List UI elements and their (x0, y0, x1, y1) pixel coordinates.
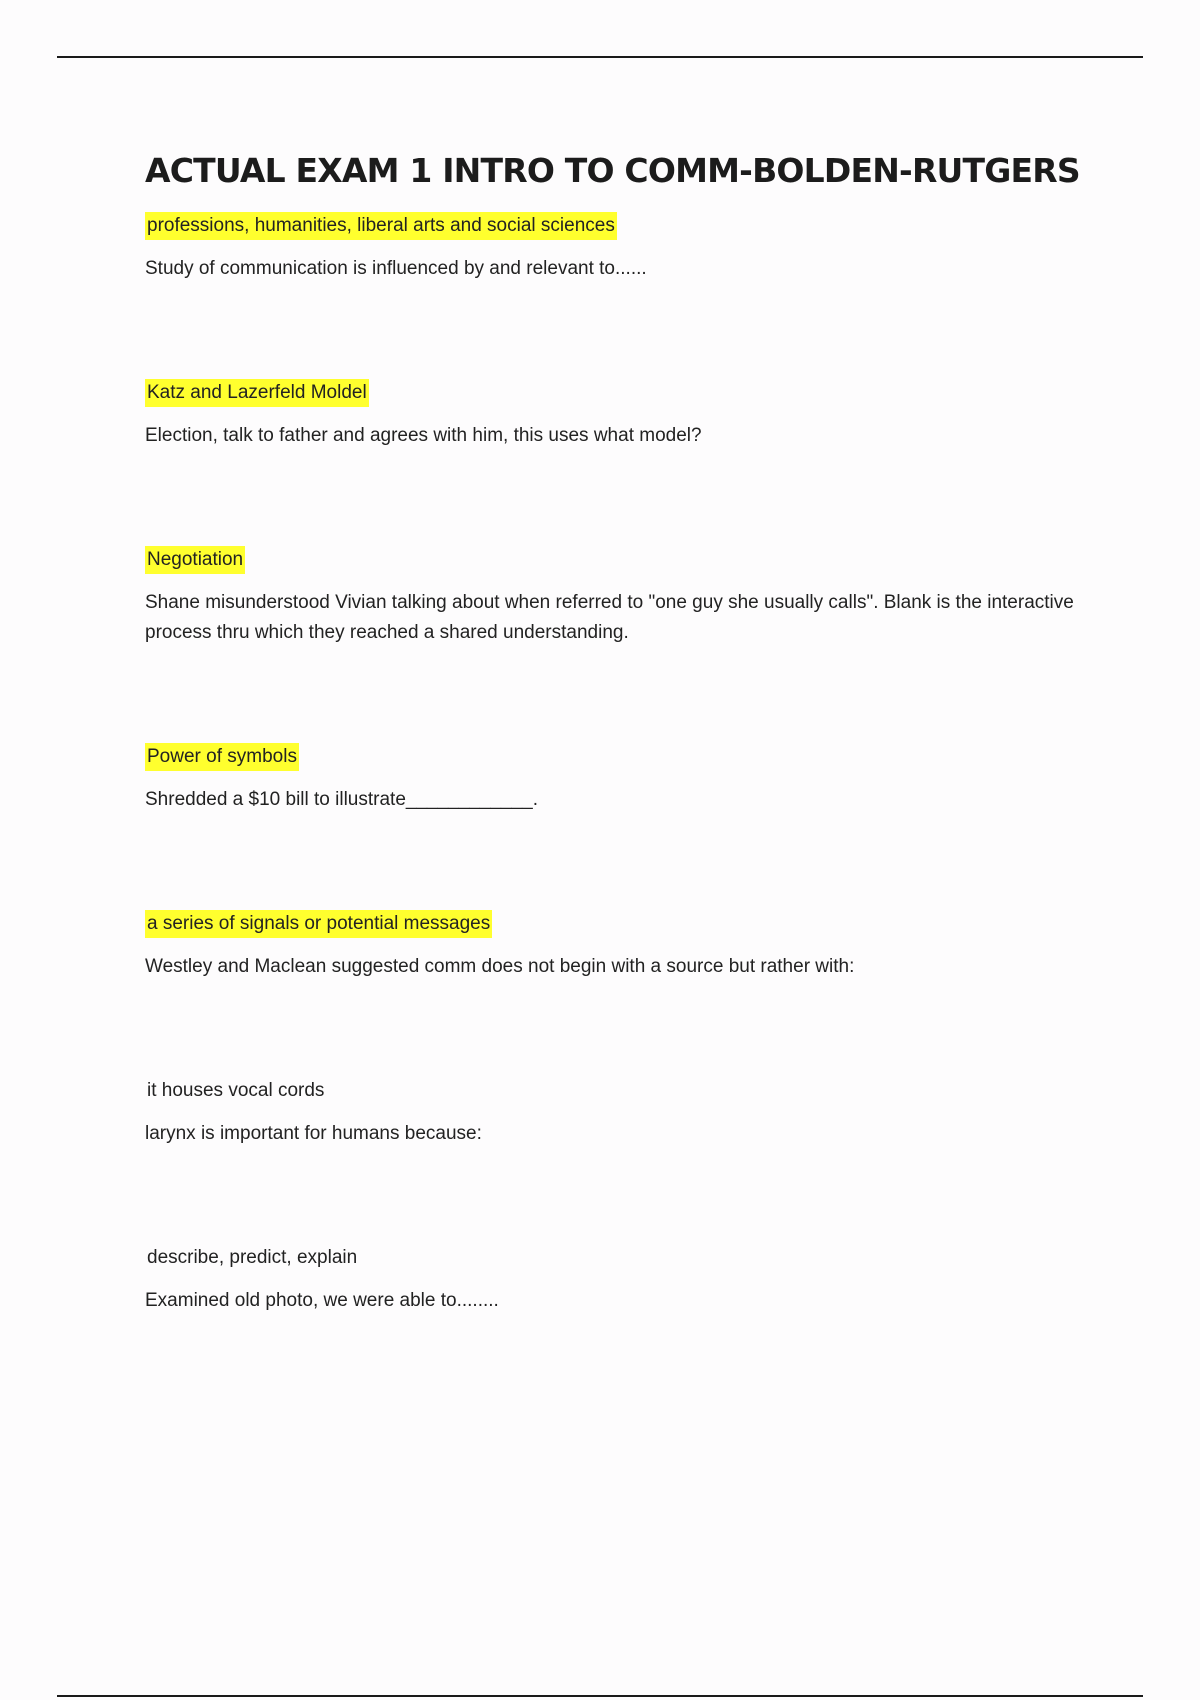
flashcard (145, 546, 1075, 648)
question-text: Shane misunderstood Vivian talking about when referred to "one guy she usually calls". Blank is the interactive process thru which they reached a shared understanding. (145, 592, 1074, 643)
flashcard (145, 1077, 1075, 1149)
answer-text: Power of symbols (145, 743, 299, 771)
top-rule (57, 56, 1143, 58)
document-content (145, 150, 1080, 1316)
document-title: ACTUAL EXAM 1 INTRO TO COMM-BOLDEN-RUTGERS (145, 151, 1080, 190)
question-text: larynx is important for humans because: (145, 1123, 482, 1144)
answer-text: Negotiation (145, 546, 245, 574)
flashcard (145, 1244, 1075, 1316)
answer-text: it houses vocal cords (147, 1080, 325, 1101)
question-text: Westley and Maclean suggested comm does not begin with a source but rather with: (145, 956, 855, 977)
flashcard (145, 910, 1075, 982)
answer-text: describe, predict, explain (147, 1247, 358, 1268)
answer-text: a series of signals or potential messages (145, 910, 492, 938)
flashcard (145, 212, 1075, 284)
flashcard (145, 743, 1075, 815)
answer-text: Katz and Lazerfeld Moldel (145, 379, 369, 407)
flashcard (145, 379, 1075, 451)
bottom-rule (57, 1695, 1143, 1697)
question-text: Study of communication is influenced by and relevant to...... (145, 258, 647, 279)
question-text: Election, talk to father and agrees with him, this uses what model? (145, 425, 702, 446)
question-text: Examined old photo, we were able to........ (145, 1290, 499, 1311)
question-text: Shredded a $10 bill to illustrate____________. (145, 789, 538, 810)
answer-text: professions, humanities, liberal arts and social sciences (145, 212, 617, 240)
